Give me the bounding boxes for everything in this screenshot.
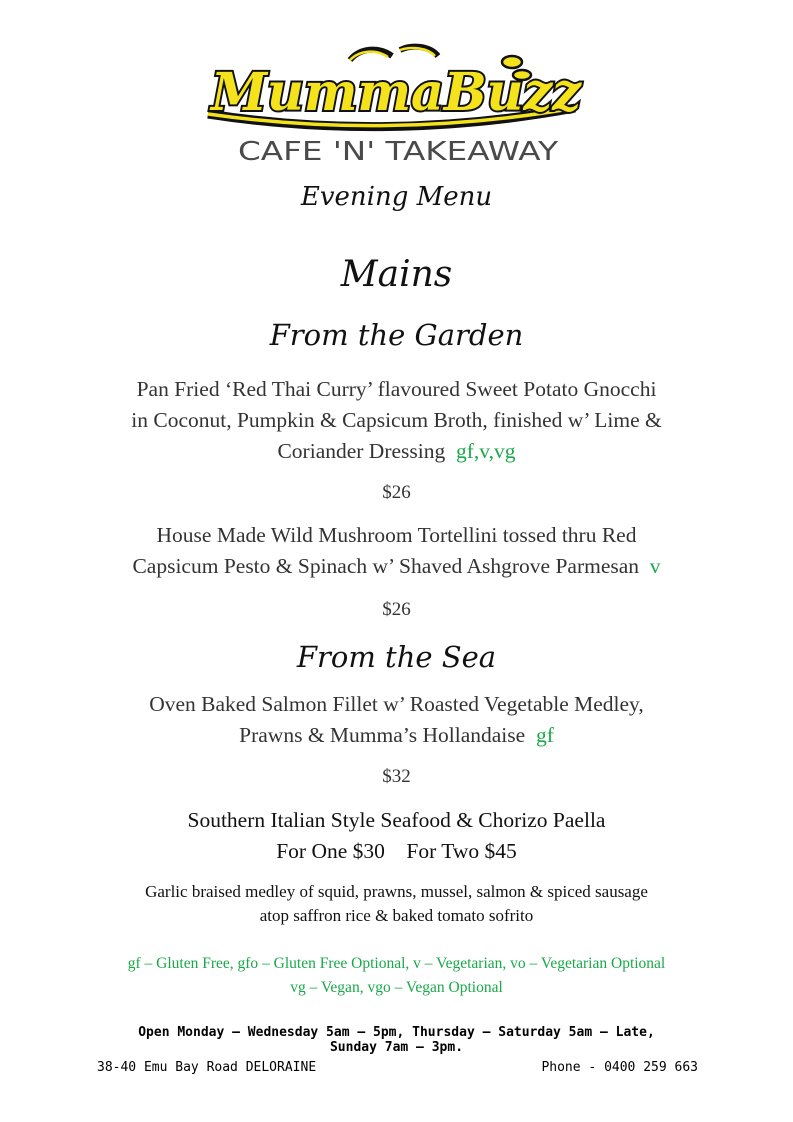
hours-line: Sunday 7am – 3pm. <box>329 1040 464 1055</box>
item-line: Pan Fried ‘Red Thai Curry’ flavoured Sweet Potato Gnocchi <box>136 377 657 401</box>
hours-line: Open Monday – Wednesday 5am – 5pm, Thursday – Saturday 5am – Late, <box>138 1025 655 1040</box>
item-line: Prawns & Mumma’s Hollandaise <box>239 723 526 747</box>
cafe-logo <box>200 42 593 167</box>
item-line: in Coconut, Pumpkin & Capsicum Broth, finished w’ Lime & <box>131 408 662 432</box>
logo-brand-text: MummaBuzz <box>209 62 583 123</box>
menu-item-salmon <box>80 689 713 751</box>
item-price: $32 <box>382 766 411 787</box>
phone-number: Phone - 0400 259 663 <box>541 1060 698 1075</box>
desc-line: Garlic braised medley of squid, prawns, mussel, salmon & spiced sausage <box>145 882 648 901</box>
item-price: $26 <box>382 599 411 620</box>
dietary-tag: gf <box>535 723 554 747</box>
item-line: Coriander Dressing <box>277 439 446 463</box>
dietary-tag: gf,v,vg <box>456 439 516 463</box>
section-garden-heading: From the Garden <box>269 318 524 352</box>
legend-line: vg – Vegan, vgo – Vegan Optional <box>290 979 503 996</box>
item-price: $26 <box>382 482 411 503</box>
address: 38-40 Emu Bay Road DELORAINE <box>97 1060 317 1075</box>
mains-heading: Mains <box>340 254 453 295</box>
menu-item-tortellini <box>80 520 713 582</box>
menu-title: Evening Menu <box>300 182 493 212</box>
item-line: Oven Baked Salmon Fillet w’ Roasted Vegetable Medley, <box>149 692 644 716</box>
legend-line: gf – Gluten Free, gfo – Gluten Free Optional, v – Vegetarian, vo – Vegetarian Optional <box>127 955 666 972</box>
paella-name: Southern Italian Style Seafood & Chorizo Paella <box>187 808 606 832</box>
opening-hours <box>60 1025 733 1055</box>
paella-description <box>80 880 713 928</box>
dietary-legend <box>60 952 733 1000</box>
menu-item-paella <box>0 805 793 867</box>
section-sea-heading: From the Sea <box>296 640 497 674</box>
bee-logo-icon <box>200 42 593 167</box>
menu-item-gnocchi <box>80 374 713 467</box>
dietary-tag: v <box>649 554 661 578</box>
desc-line: atop saffron rice & baked tomato sofrito <box>259 906 534 925</box>
logo-subtitle: CAFE 'N' TAKEAWAY <box>238 137 559 167</box>
item-line: House Made Wild Mushroom Tortellini tossed thru Red <box>156 523 637 547</box>
item-line: Capsicum Pesto & Spinach w’ Shaved Ashgrove Parmesan <box>132 554 640 578</box>
paella-prices: For One $30 For Two $45 <box>276 839 517 863</box>
